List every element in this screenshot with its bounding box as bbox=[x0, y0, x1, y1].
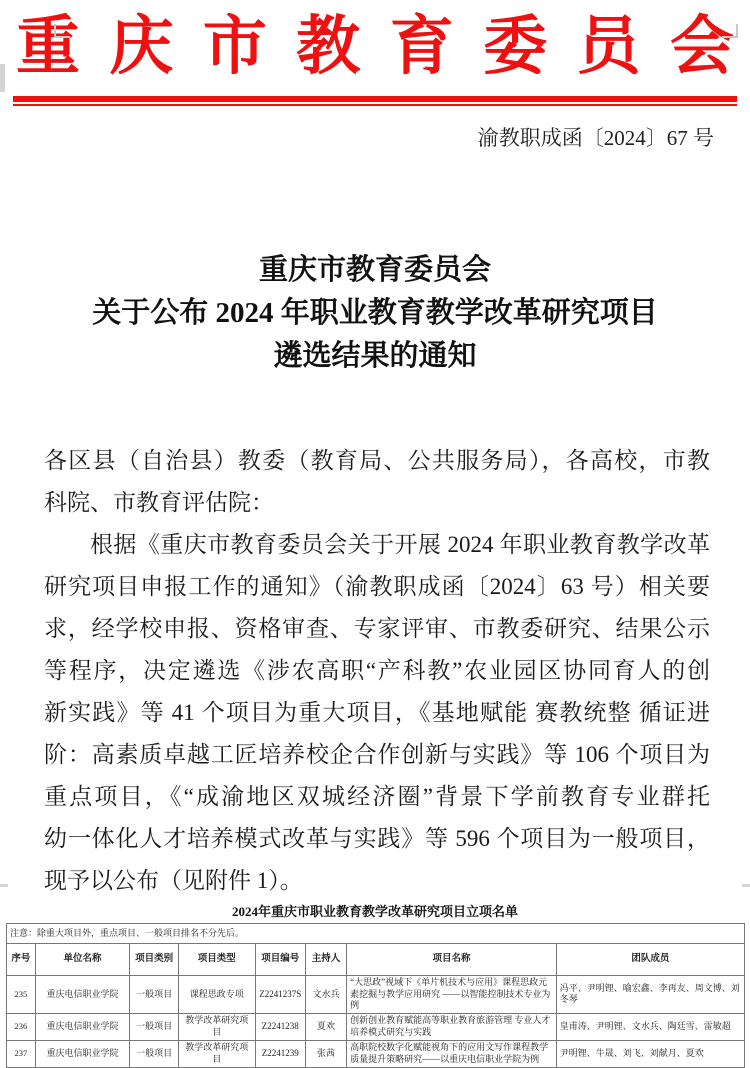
document-body bbox=[44, 440, 710, 902]
salutation-line: 各区县（自治县）教委（教育局、公共服务局），各高校，市教 bbox=[44, 448, 710, 473]
page-corner-mark-top-left bbox=[54, 24, 70, 38]
body-line: 新实践》等 41 个项目为重大项目，《基地赋能 赛教统整 循证进 bbox=[44, 700, 710, 725]
table-row bbox=[7, 1013, 745, 1040]
document-title-line-2: 关于公布 2024 年职业教育教学改革研究项目 bbox=[92, 297, 658, 329]
cell-serial: 236 bbox=[7, 1013, 36, 1040]
cell-code: Z2241238 bbox=[255, 1013, 305, 1040]
document-number: 渝教职成函〔2024〕67 号 bbox=[477, 126, 714, 150]
letterhead-rule-thick bbox=[13, 96, 737, 102]
attachment-table-title: 2024年重庆市职业教育教学改革研究项目立项名单 bbox=[231, 904, 518, 919]
salutation-line: 科院、市教育评估院： bbox=[44, 490, 274, 515]
cell-serial: 235 bbox=[7, 976, 36, 1014]
cell-code: Z2241237S bbox=[255, 976, 305, 1014]
cell-leader: 文水兵 bbox=[305, 976, 346, 1014]
column-header-leader: 主持人 bbox=[305, 944, 346, 976]
cell-unit: 重庆电信职业学院 bbox=[35, 976, 129, 1014]
table-note: 注意：除重大项目外，重点项目、一般项目排名不分先后。 bbox=[7, 924, 745, 944]
table-row bbox=[7, 1040, 745, 1067]
column-header-serial: 序号 bbox=[7, 944, 36, 976]
document-title-line-3: 遴选结果的通知 bbox=[273, 340, 477, 372]
page-corner-mark-top-right bbox=[722, 24, 738, 38]
cell-team: 冯平、尹明锂、喻宏鑫、李再友、周文博、刘冬琴 bbox=[556, 976, 744, 1014]
cell-serial: 237 bbox=[7, 1040, 36, 1067]
letterhead-agency-name: 重庆市教育委员会 bbox=[16, 11, 734, 82]
cell-category: 一般项目 bbox=[130, 976, 179, 1014]
table-row bbox=[7, 976, 745, 1014]
cell-type: 教学改革研究项目 bbox=[178, 1013, 255, 1040]
page-edge-mark-left bbox=[0, 884, 8, 887]
column-header-code: 项目编号 bbox=[255, 944, 305, 976]
column-header-team: 团队成员 bbox=[556, 944, 744, 976]
column-header-type: 项目类型 bbox=[178, 944, 255, 976]
cell-type: 教学改革研究项目 bbox=[178, 1040, 255, 1067]
table-header-row bbox=[7, 944, 745, 976]
cell-category: 一般项目 bbox=[130, 1040, 179, 1067]
body-line: 阶：高素质卓越工匠培养校企合作创新与实践》等 106 个项目为 bbox=[44, 742, 710, 767]
letterhead-rule-thin bbox=[13, 104, 737, 106]
cell-type: 课程思政专项 bbox=[178, 976, 255, 1014]
body-line: 现予以公布（见附件 1）。 bbox=[44, 868, 303, 893]
body-line: 研究项目申报工作的通知》（渝教职成函〔2024〕63 号）相关要 bbox=[44, 574, 710, 599]
cell-code: Z2241239 bbox=[255, 1040, 305, 1067]
cell-leader: 张茜 bbox=[305, 1040, 346, 1067]
body-line: 等程序，决定遴选《涉农高职“产科教”农业园区协同育人的创 bbox=[44, 658, 710, 683]
column-header-unit: 单位名称 bbox=[35, 944, 129, 976]
body-line: 幼一体化人才培养模式改革与实践》等 596 个项目为一般项目， bbox=[44, 826, 710, 851]
column-header-category: 项目类别 bbox=[130, 944, 179, 976]
column-header-project-name: 项目名称 bbox=[347, 944, 557, 976]
project-list-table bbox=[6, 923, 745, 1068]
cell-unit: 重庆电信职业学院 bbox=[35, 1040, 129, 1067]
scan-edge-artifact bbox=[0, 64, 5, 92]
body-line: 求，经学校申报、资格审查、专家评审、市教委研究、结果公示 bbox=[44, 616, 710, 641]
cell-project-name: 高职院校数字化赋能视角下的应用文写作课程教学质量提升策略研究——以重庆电信职业学院为例 bbox=[347, 1040, 557, 1067]
cell-unit: 重庆电信职业学院 bbox=[35, 1013, 129, 1040]
cell-category: 一般项目 bbox=[130, 1013, 179, 1040]
page-edge-mark-right bbox=[742, 884, 750, 887]
body-line: 重点项目，《“成渝地区双城经济圈”背景下学前教育专业群托 bbox=[44, 784, 710, 809]
cell-project-name: “大思政”视域下《单片机技术与应用》课程思政元素挖掘与教学应用研究 ——以智能控制技术专业为例 bbox=[347, 976, 557, 1014]
cell-project-name: 创新创业教育赋能高等职业教育旅游管理 专业人才培养模式研究与实践 bbox=[347, 1013, 557, 1040]
cell-team: 尹明锂、牛晟、刘飞、刘献月、夏欢 bbox=[556, 1040, 744, 1067]
document-title-line-1: 重庆市教育委员会 bbox=[258, 254, 491, 286]
cell-team: 皇甫涛、尹明锂、文水兵、陶廷雪、雷敏超 bbox=[556, 1013, 744, 1040]
body-line: 根据《重庆市教育委员会关于开展 2024 年职业教育教学改革 bbox=[90, 532, 710, 557]
cell-leader: 夏欢 bbox=[305, 1013, 346, 1040]
document-title bbox=[0, 249, 750, 378]
